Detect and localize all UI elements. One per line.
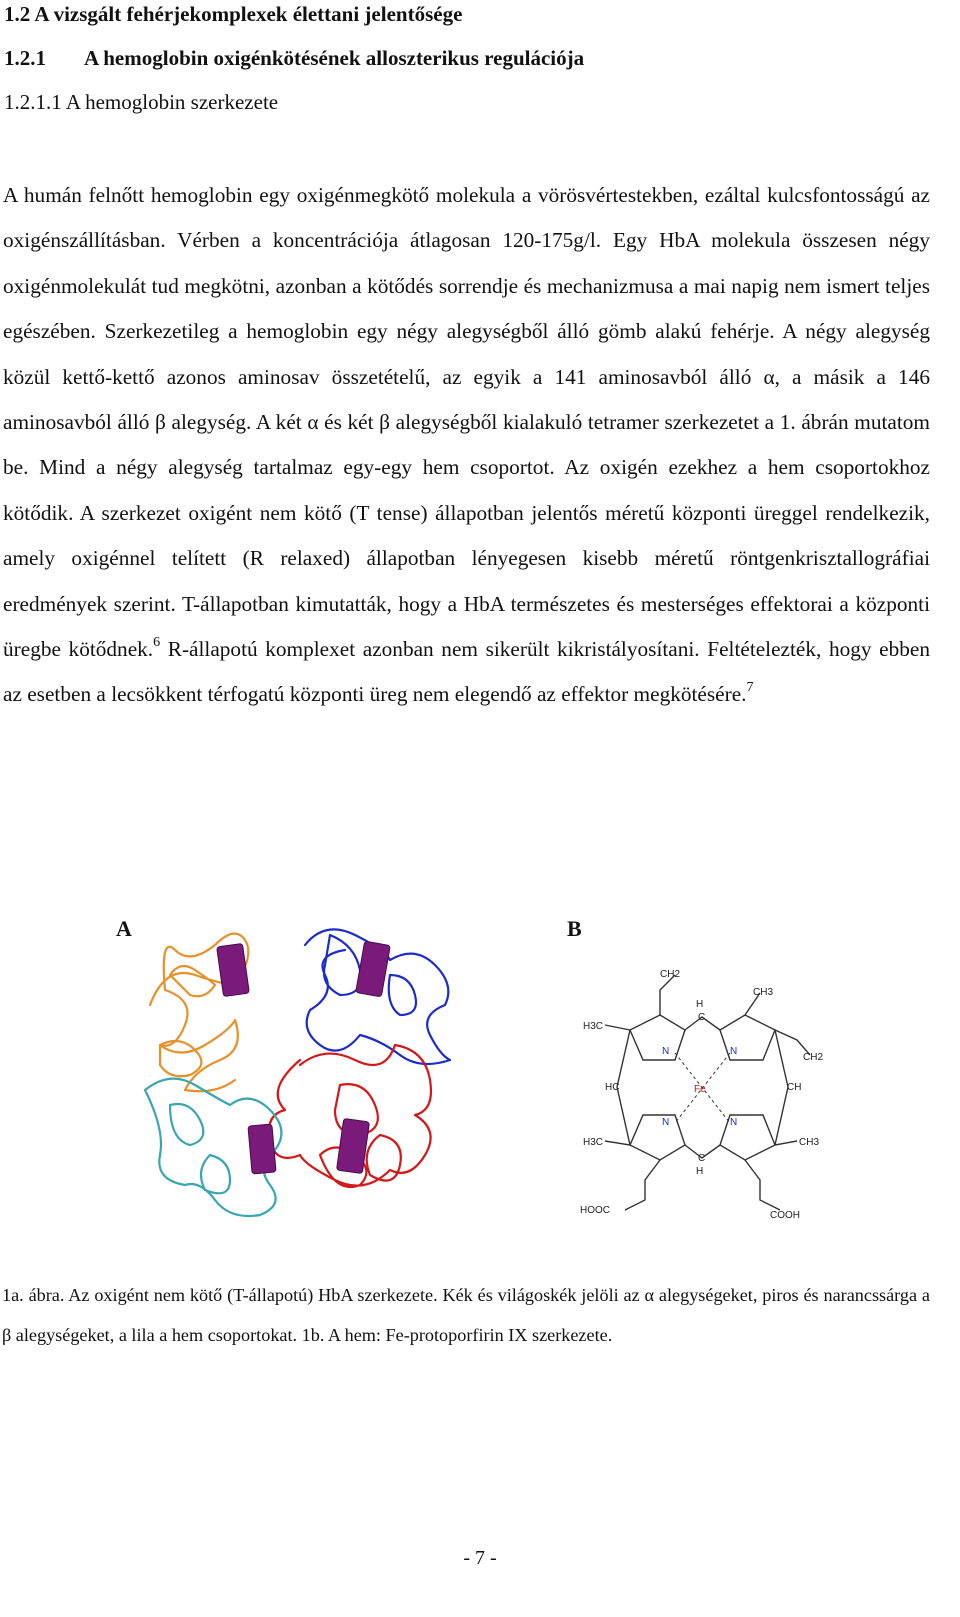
sentence: Egy HbA molekula összesen négy oxigénmolekulát tud megkötni, azonban a kötődés sorrendje és mechanizmusa a mai napig nem ismert teljes egészében. — [3, 228, 930, 344]
sentence: A szerkezet oxigént nem kötő (T tense) állapotban jelentős méretű központi üreggel rendelkezik, amely oxigénnel telített (R relaxed) állapotban lényegesen kisebb méretű röntgenkrisztallográfiai eredmények szerint. — [3, 500, 930, 616]
hemoglobin-structure-image — [130, 915, 475, 1220]
heme-atom-label: CH — [787, 1082, 802, 1093]
figure-label-b: B — [567, 916, 582, 941]
sentence: A négy alegység közül kettő-kettő azonos aminosav összetételű, az egyik a 141 aminosavból álló α, a másik a 146 aminosavból álló β alegység. — [3, 319, 930, 435]
heme-atom-label: CH3 — [753, 987, 774, 998]
sentence: R-állapotú komplexet azonban nem sikerült kikristályosítani. — [167, 637, 700, 662]
heme-group — [248, 1124, 276, 1174]
sentence: A humán felnőtt hemoglobin egy oxigénmegkötő molekula a vörösvértestekben, ezáltal kulcsfontosságú az oxigénszállításban. — [3, 183, 930, 253]
sentence: Vérben a koncentrációja átlagosan 120-175g/l. — [177, 228, 602, 253]
heme-atom-label: N — [730, 1046, 738, 1057]
figure-label-a: A — [116, 916, 132, 941]
body-paragraph — [3, 173, 930, 718]
subsection-heading — [4, 46, 584, 71]
heme-group — [356, 941, 391, 997]
page-number: - 7 - — [463, 1547, 497, 1569]
heme-atom-label: H3C — [583, 1137, 604, 1148]
heme-atom-label: N — [662, 1117, 670, 1128]
heme-atom-label: C — [698, 1153, 706, 1164]
heme-atom-label: N — [662, 1046, 670, 1057]
subsection-title: A hemoglobin oxigénkötésének alloszterikus regulációja — [84, 46, 585, 70]
heme-atom-label: Fe — [694, 1084, 706, 1095]
section-heading: 1.2 A vizsgált fehérjekomplexek élettani jelentősége — [4, 2, 463, 26]
heme-atom-label: COOH — [770, 1210, 800, 1220]
sentence: Szerkezetileg a hemoglobin egy négy alegységből álló gömb alakú fehérje. — [104, 319, 775, 344]
sentence: Mind a négy alegység tartalmaz egy-egy hem csoportot. — [39, 455, 555, 480]
heme-group — [217, 943, 250, 996]
reference-superscript: 6 — [153, 634, 161, 650]
sentence: T-állapotban kimutatták, hogy a HbA természetes és mesterséges effektorai a központi üregbe kötődnek. — [3, 591, 930, 662]
heme-atom-label: HC — [605, 1082, 620, 1093]
sentence: Az oxigén ezekhez a hem csoportokhoz kötődik. — [3, 455, 931, 525]
sentence: A két α és két β alegységből kialakuló tetramer szerkezetet a 1. ábrán mutatom be. — [3, 410, 930, 480]
subsection-number: 1.2.1 — [4, 46, 46, 70]
heme-atom-label: N — [730, 1117, 738, 1128]
heme-atom-label: H — [696, 1166, 704, 1177]
heme-atom-label: C — [698, 1012, 706, 1023]
heme-atom-label: H — [696, 999, 704, 1010]
reference-superscript: 7 — [746, 680, 754, 696]
heme-atom-label: H3C — [583, 1021, 604, 1032]
subsubsection-heading: 1.2.1.1 A hemoglobin szerkezete — [4, 90, 279, 114]
sentence: Feltételezték, hogy ebben az esetben a lecsökkent térfogatú központi üreg nem elegendő az effektor megkötésére. — [3, 637, 931, 707]
heme-structure-diagram — [575, 965, 835, 1220]
heme-atom-label: CH3 — [799, 1137, 820, 1148]
heme-atom-label: HOOC — [580, 1205, 610, 1216]
heme-atom-label: CH2 — [660, 969, 681, 980]
heme-atom-label: CH2 — [803, 1052, 824, 1063]
figure-caption: 1a. ábra. Az oxigént nem kötő (T-állapotú) HbA szerkezete. Kék és világoskék jelöli az α alegységeket, piros és narancssárga a β alegységeket, a lila a hem csoportokat. 1b. A hem: Fe-protoporfirin IX szerkezete. — [2, 1285, 930, 1345]
